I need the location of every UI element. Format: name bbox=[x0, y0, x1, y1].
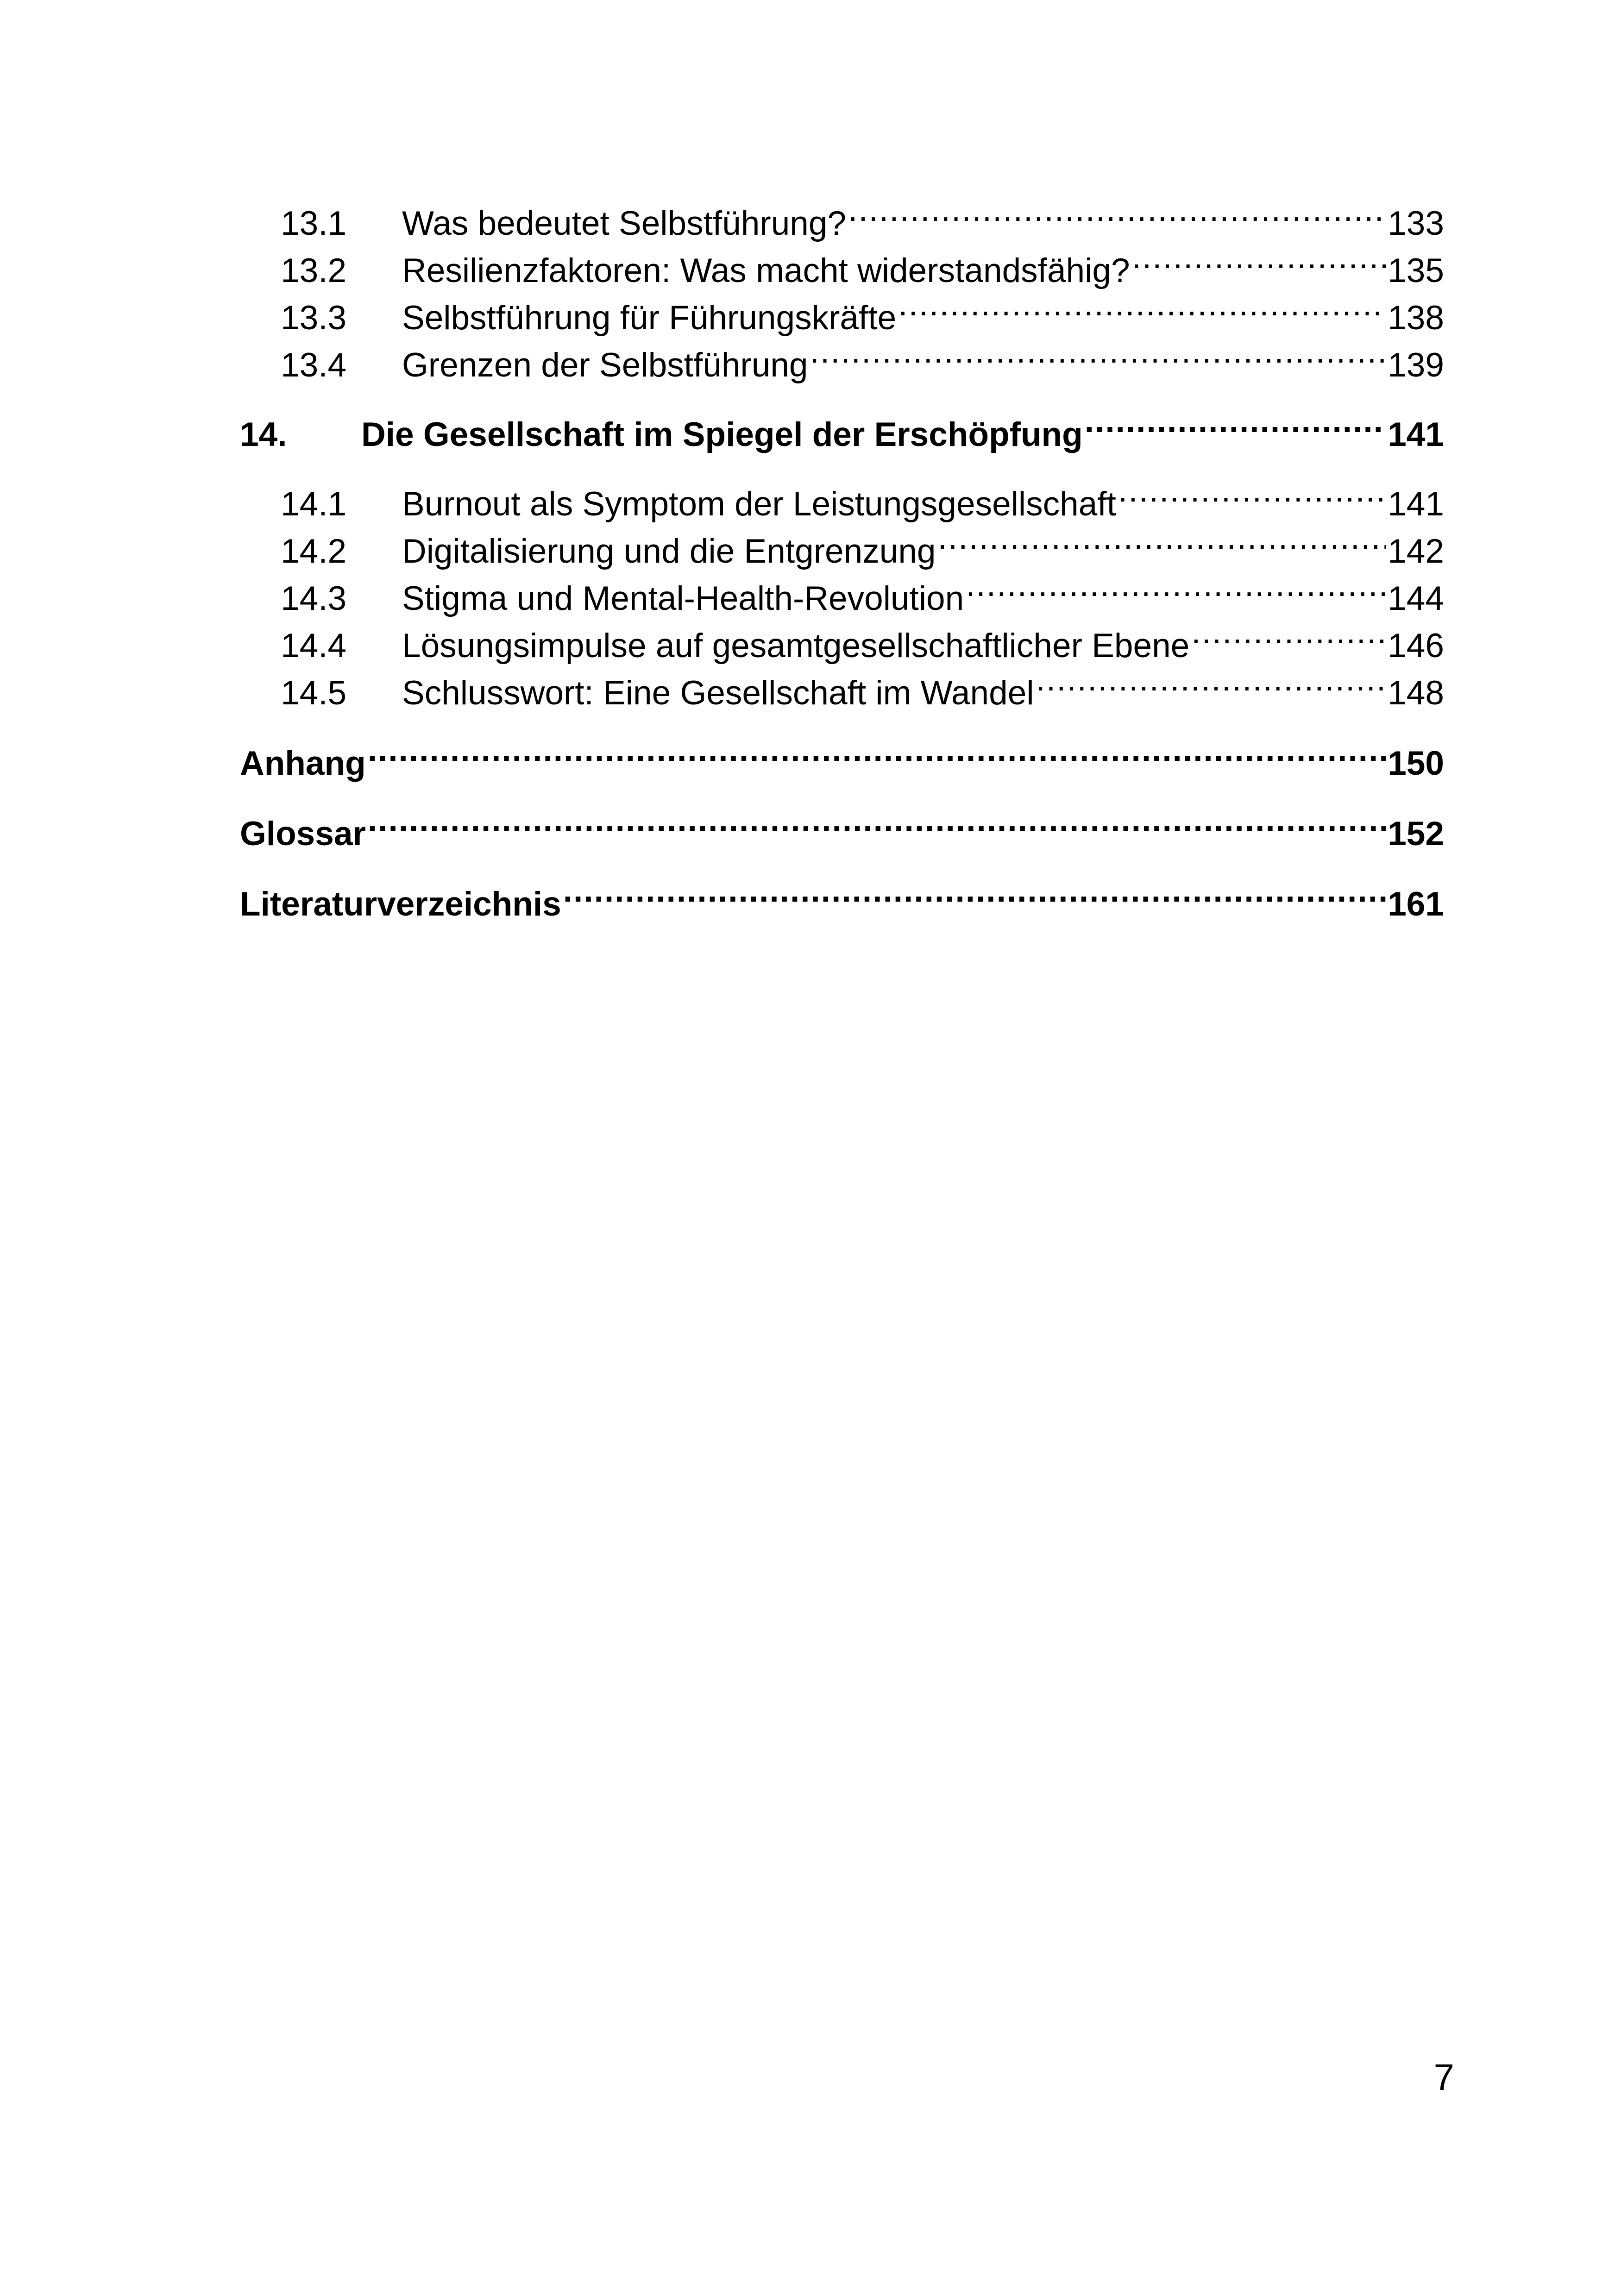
toc-entry-title: Was bedeutet Selbstführung? bbox=[402, 205, 847, 242]
toc-top-page: 152 bbox=[1388, 815, 1444, 853]
toc-entry-number: 14.3 bbox=[281, 580, 347, 617]
toc-entry-title: Selbstführung für Führungskräfte bbox=[402, 299, 897, 337]
toc-dot-leader bbox=[1118, 468, 1386, 515]
toc-entry-number: 14.1 bbox=[281, 485, 347, 523]
toc-entry-page: 139 bbox=[1388, 346, 1444, 384]
toc-entry-title: Digitalisierung und die Entgrenzung bbox=[402, 533, 936, 570]
toc-entry-13-3[interactable] bbox=[240, 282, 1444, 337]
toc-top-title: Glossar bbox=[240, 815, 366, 853]
toc-entry-number: 13.1 bbox=[281, 205, 347, 242]
toc-dot-leader bbox=[563, 868, 1386, 916]
toc-chapter-number: 14. bbox=[240, 416, 287, 453]
toc-entry-number: 14.2 bbox=[281, 533, 347, 570]
toc-entry-page: 135 bbox=[1388, 252, 1444, 289]
toc-entry-14-1[interactable] bbox=[240, 468, 1444, 523]
toc-dot-leader bbox=[898, 282, 1386, 329]
toc-entry-title: Burnout als Symptom der Leistungsgesellschaft bbox=[402, 485, 1116, 523]
toc-entry-title: Schlusswort: Eine Gesellschaft im Wandel bbox=[402, 674, 1034, 712]
toc-entry-title: Grenzen der Selbstführung bbox=[402, 346, 808, 384]
toc-entry-13-4[interactable] bbox=[240, 329, 1444, 384]
toc-top-title: Anhang bbox=[240, 745, 366, 782]
toc-dot-leader bbox=[1085, 399, 1386, 446]
toc-dot-leader bbox=[1132, 235, 1386, 282]
toc-chapter-page: 141 bbox=[1388, 416, 1444, 453]
toc-entry-title: Lösungsimpulse auf gesamtgesellschaftlicher Ebene bbox=[402, 627, 1190, 665]
toc-entry-14-4[interactable] bbox=[240, 610, 1444, 665]
toc-entry-14-3[interactable] bbox=[240, 563, 1444, 617]
toc-entry-number: 13.4 bbox=[281, 346, 347, 384]
toc-dot-leader bbox=[848, 188, 1386, 235]
toc-dot-leader bbox=[810, 329, 1386, 376]
toc-dot-leader bbox=[368, 728, 1386, 775]
toc-entry-page: 146 bbox=[1388, 627, 1444, 665]
toc-entry-page: 138 bbox=[1388, 299, 1444, 337]
toc-entry-number: 13.2 bbox=[281, 252, 347, 289]
toc-glossar[interactable] bbox=[240, 798, 1444, 853]
page-number: 7 bbox=[1433, 2057, 1454, 2098]
toc-entry-page: 148 bbox=[1388, 674, 1444, 712]
toc-entry-number: 13.3 bbox=[281, 299, 347, 337]
toc-anhang[interactable] bbox=[240, 728, 1444, 782]
toc-entry-13-2[interactable] bbox=[240, 235, 1444, 289]
toc-entry-title: Resilienzfaktoren: Was macht widerstandsfähig? bbox=[402, 252, 1130, 289]
toc-dot-leader bbox=[1191, 610, 1386, 657]
toc-dot-leader bbox=[938, 515, 1386, 563]
table-of-contents bbox=[240, 188, 1444, 939]
toc-entry-page: 133 bbox=[1388, 205, 1444, 242]
toc-entry-page: 144 bbox=[1388, 580, 1444, 617]
toc-top-page: 161 bbox=[1388, 885, 1444, 923]
toc-entry-13-1[interactable] bbox=[240, 188, 1444, 242]
toc-literaturverzeichnis[interactable] bbox=[240, 868, 1444, 923]
toc-entry-page: 142 bbox=[1388, 533, 1444, 570]
toc-dot-leader bbox=[966, 563, 1386, 610]
toc-entry-page: 141 bbox=[1388, 485, 1444, 523]
toc-entry-number: 14.4 bbox=[281, 627, 347, 665]
toc-entry-14-5[interactable] bbox=[240, 657, 1444, 712]
toc-top-title: Literaturverzeichnis bbox=[240, 885, 561, 923]
toc-chapter-title: Die Gesellschaft im Spiegel der Erschöpfung bbox=[361, 416, 1083, 453]
toc-dot-leader bbox=[1036, 657, 1386, 704]
toc-dot-leader bbox=[368, 798, 1386, 845]
toc-entry-number: 14.5 bbox=[281, 674, 347, 712]
toc-top-page: 150 bbox=[1388, 745, 1444, 782]
toc-entry-14-2[interactable] bbox=[240, 515, 1444, 570]
toc-chapter-14[interactable] bbox=[240, 399, 1444, 453]
toc-entry-title: Stigma und Mental-Health-Revolution bbox=[402, 580, 964, 617]
